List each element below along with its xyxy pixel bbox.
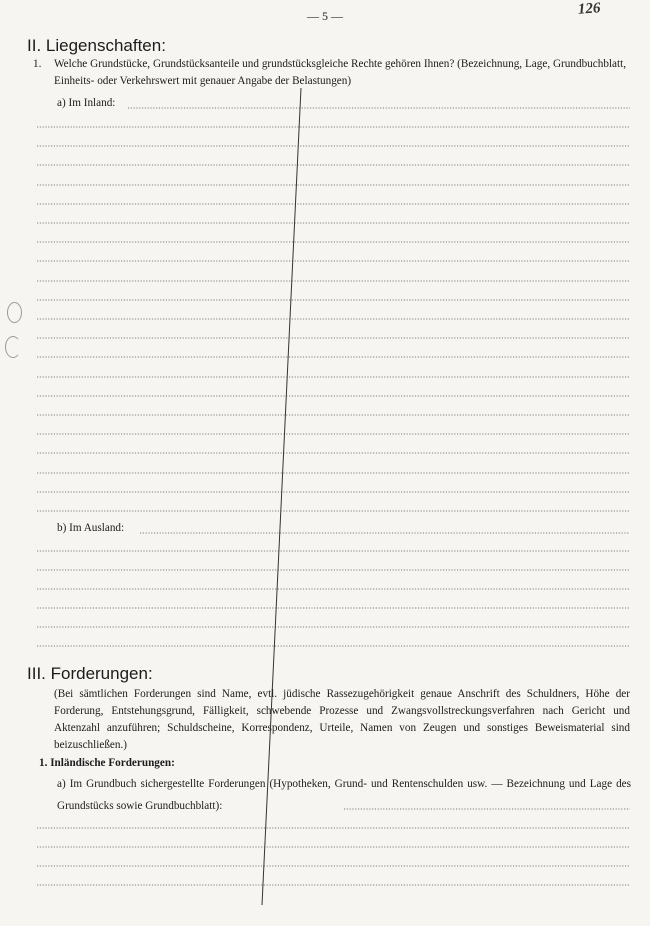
question-text: Welche Grundstücke, Grundstücksanteile und grundstücksgleiche Rechte gehören Ihnen? (Bezeichnung, Lage, Grundbuchblatt, Einheits- oder Verkehrswert mit genauer Angabe der Belastungen) xyxy=(54,58,626,87)
question-number: 1. xyxy=(33,58,42,70)
label-im-inland: a) Im Inland: xyxy=(57,97,116,109)
label-inlaendische-forderungen: 1. Inländische Forderungen: xyxy=(39,757,175,769)
punch-hole-mark xyxy=(5,336,21,358)
punch-hole-mark xyxy=(7,302,22,323)
fold-crease-line xyxy=(262,88,301,905)
section-title-forderungen: III. Forderungen: xyxy=(27,664,153,683)
page-number: — 5 — xyxy=(307,9,343,23)
section-title-liegenschaften: II. Liegenschaften: xyxy=(27,36,166,55)
label-im-ausland: b) Im Ausland: xyxy=(57,522,125,534)
forderungen-note: (Bei sämtlichen Forderungen sind Name, evtl. jüdische Rassezugehörigkeit genaue Anschrift des Schuldners, Höhe der Forderung, Entstehungsgrund, Fälligkeit, schwebende Prozesse und Zwangsvollstreckungsverfahren nach Gericht und Aktenzahl anzuführen; Schuldscheine, Korrespondenz, Urteile, Namen von Zeugen und sonstiges Beweismaterial sind beizuschließen.) xyxy=(54,688,630,751)
dotted-fill-lines xyxy=(37,108,630,885)
archive-number: 126 xyxy=(577,0,601,18)
label-grundbuch-forderungen: a) Im Grundbuch sichergestellte Forderungen (Hypotheken, Grund- und Rentenschulden usw. — Bezeichnung und Lage des Grundstücks sowie Grundbuchblatt): xyxy=(57,778,631,812)
